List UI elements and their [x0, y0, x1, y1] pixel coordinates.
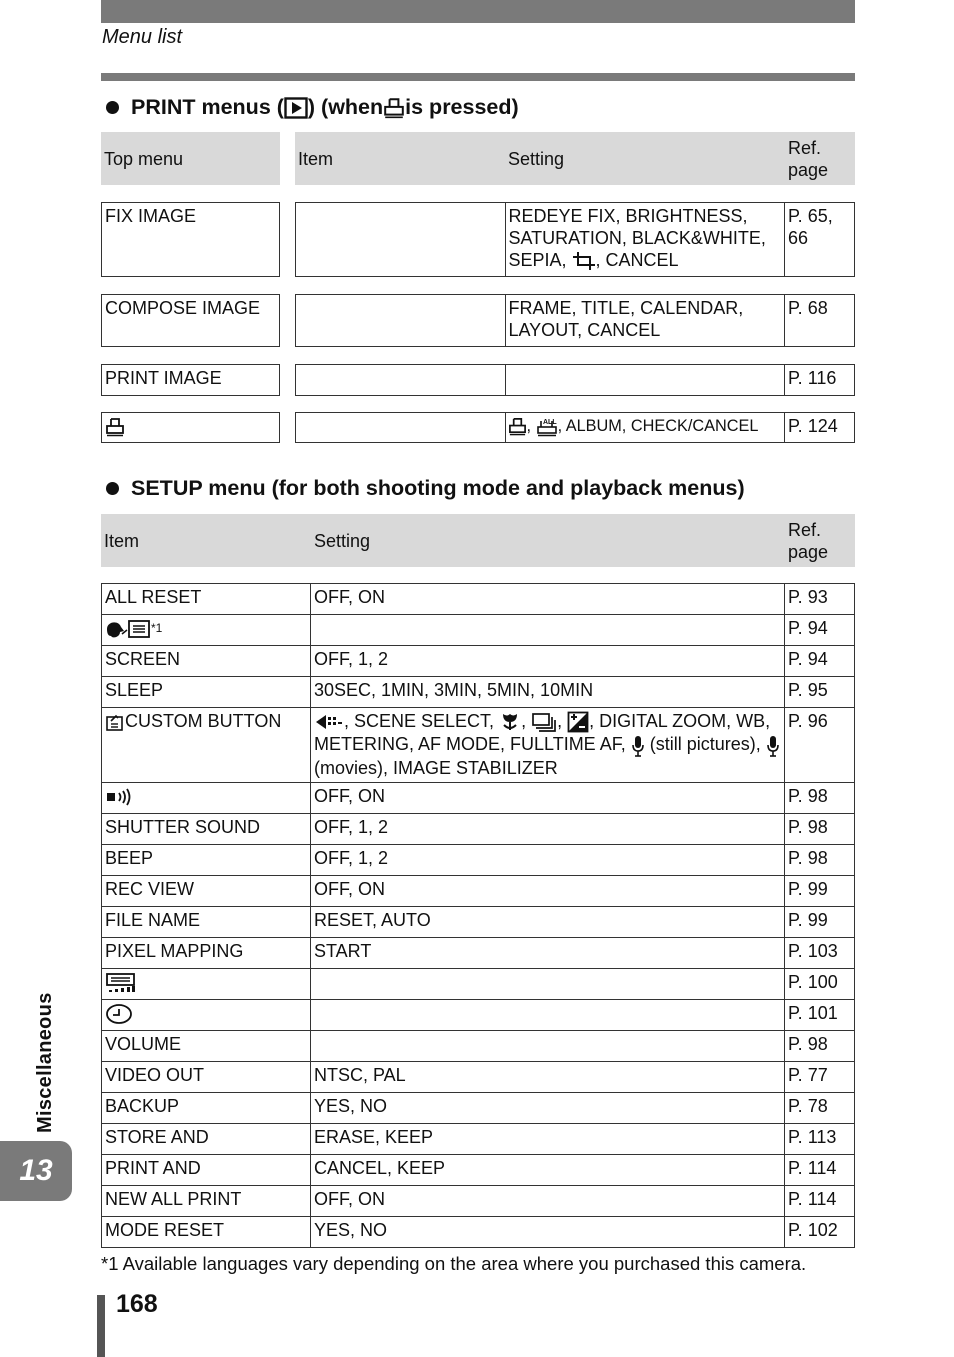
print-section-title: PRINT menus ( ) (when is pressed): [106, 95, 519, 120]
setup-row-item: [101, 999, 312, 1031]
page-number-bar: [97, 1295, 105, 1357]
setup-row-ref: P. 102: [784, 1216, 855, 1248]
col-header-setting: Setting: [505, 132, 785, 185]
setup-row-setting: OFF, ON: [310, 1185, 786, 1217]
bullet-icon: [106, 482, 119, 495]
setup-row-item: CUSTOM BUTTON: [101, 707, 312, 783]
setup-row-setting: START: [310, 937, 786, 969]
setup-row-item: SLEEP: [101, 676, 312, 708]
setup-row-ref: P. 114: [784, 1154, 855, 1186]
macro-icon: [499, 711, 521, 733]
print-icon: [508, 417, 527, 436]
setup-row-ref: P. 99: [784, 906, 855, 938]
col-header-item: Item: [295, 132, 505, 185]
setup-row-setting: 30SEC, 1MIN, 3MIN, 5MIN, 10MIN: [310, 676, 786, 708]
setup-row-setting: CANCEL, KEEP: [310, 1154, 786, 1186]
setup-row-item: ALL RESET: [101, 583, 312, 615]
col-header-item: Item: [101, 514, 311, 567]
setup-row-item: PIXEL MAPPING: [101, 937, 312, 969]
setup-section-title: SETUP menu (for both shooting mode and playback menus): [106, 476, 745, 501]
setup-row-ref: P. 114: [784, 1185, 855, 1217]
playback-icon: [284, 97, 308, 119]
setup-row-ref: P. 101: [784, 999, 855, 1031]
sound-icon: [105, 787, 133, 807]
setup-row-ref: P. 98: [784, 844, 855, 876]
setup-row-setting: YES, NO: [310, 1092, 786, 1124]
print-row-ref: P. 124: [784, 412, 855, 443]
setup-row-item: MODE RESET: [101, 1216, 312, 1248]
setup-row-setting: OFF, 1, 2: [310, 844, 786, 876]
footnote: *1 Available languages vary depending on the area where you purchased this camera.: [101, 1253, 807, 1274]
print-row-item: [295, 294, 506, 347]
setup-row-ref: P. 94: [784, 614, 855, 646]
monitor-brightness-icon: [105, 972, 137, 994]
setup-row-ref: P. 94: [784, 645, 855, 677]
print-row-item: [295, 412, 506, 443]
setup-row-setting: OFF, ON: [310, 782, 786, 814]
setup-row-setting: OFF, 1, 2: [310, 645, 786, 677]
setup-row-ref: P. 93: [784, 583, 855, 615]
setup-row-item: VIDEO OUT: [101, 1061, 312, 1093]
setup-row-item: VOLUME: [101, 1030, 312, 1062]
col-header-ref: Ref. page: [785, 132, 855, 185]
clock-icon: [105, 1003, 133, 1025]
setup-row-item: REC VIEW: [101, 875, 312, 907]
header-rule: [101, 73, 855, 81]
setup-row-item: FILE NAME: [101, 906, 312, 938]
microphone-icon: [766, 735, 780, 757]
setup-row-ref: P. 99: [784, 875, 855, 907]
header-bar: [101, 0, 855, 23]
print-row-top-menu: PRINT IMAGE: [101, 364, 280, 396]
setup-row-ref: P. 98: [784, 782, 855, 814]
setup-row-ref: P. 77: [784, 1061, 855, 1093]
print-row-top-menu: FIX IMAGE: [101, 202, 280, 277]
print-row-setting: FRAME, TITLE, CALENDAR, LAYOUT, CANCEL: [505, 294, 786, 347]
drive-icon: [531, 711, 557, 733]
setup-row-setting: NTSC, PAL: [310, 1061, 786, 1093]
side-label: Miscellaneous: [34, 992, 56, 1133]
setup-row-ref: P. 100: [784, 968, 855, 1000]
custom-button-icon: [105, 712, 125, 732]
svg-text:ALL: ALL: [542, 418, 557, 426]
setup-row-setting: [310, 614, 786, 646]
setup-row-item: BEEP: [101, 844, 312, 876]
setup-row-ref: P. 78: [784, 1092, 855, 1124]
microphone-icon: [631, 735, 645, 757]
language-icon: [105, 618, 151, 640]
setup-row-item: NEW ALL PRINT: [101, 1185, 312, 1217]
flash-mode-icon: [314, 712, 344, 732]
print-row-item: [295, 202, 506, 277]
setup-row-setting: [310, 968, 786, 1000]
col-header-ref: Ref. page: [785, 514, 855, 567]
bullet-icon: [106, 101, 119, 114]
setup-row-ref: P. 98: [784, 1030, 855, 1062]
print-all-icon: [536, 417, 558, 437]
print-row-ref: P. 65, 66: [784, 202, 855, 277]
setup-row-setting: OFF, ON: [310, 875, 786, 907]
setup-row-item: SCREEN: [101, 645, 312, 677]
setup-row-item: [101, 968, 312, 1000]
chapter-tab: 13: [0, 1141, 72, 1201]
setup-row-setting: OFF, ON: [310, 583, 786, 615]
setup-row-setting: YES, NO: [310, 1216, 786, 1248]
page-header-title: Menu list: [102, 26, 183, 48]
print-row-top-menu: COMPOSE IMAGE: [101, 294, 280, 347]
page-number: 168: [116, 1290, 158, 1318]
setup-row-ref: P. 103: [784, 937, 855, 969]
print-row-setting: REDEYE FIX, BRIGHTNESS, SATURATION, BLACK&WHITE, SEPIA, , CANCEL: [505, 202, 786, 277]
setup-row-setting: , SCENE SELECT, , , , DIGITAL ZOOM, WB, METERING, AF MODE, FULLTIME AF, (still pictures), (movies), IMAGE STABILIZER: [310, 707, 786, 783]
setup-row-setting: ERASE, KEEP: [310, 1123, 786, 1155]
crop-icon: [572, 251, 596, 271]
setup-row-item: [101, 782, 312, 814]
setup-row-item: *1: [101, 614, 312, 646]
col-header-setting: Setting: [311, 514, 785, 567]
col-header-top-menu: Top menu: [101, 132, 280, 185]
print-icon: [105, 417, 125, 437]
print-row-top-menu: [101, 412, 280, 443]
setup-row-item: STORE AND: [101, 1123, 312, 1155]
print-icon: [383, 97, 405, 119]
setup-row-item: PRINT AND: [101, 1154, 312, 1186]
print-row-item: [295, 364, 506, 396]
print-row-ref: P. 116: [784, 364, 855, 396]
setup-row-setting: [310, 999, 786, 1031]
print-row-ref: P. 68: [784, 294, 855, 347]
setup-row-setting: [310, 1030, 786, 1062]
setup-row-ref: P. 113: [784, 1123, 855, 1155]
print-row-setting: , ALL , ALBUM, CHECK/CANCEL: [505, 412, 786, 443]
setup-row-ref: P. 98: [784, 813, 855, 845]
setup-row-setting: RESET, AUTO: [310, 906, 786, 938]
setup-row-item: BACKUP: [101, 1092, 312, 1124]
setup-row-ref: P. 96: [784, 707, 855, 783]
setup-row-item: SHUTTER SOUND: [101, 813, 312, 845]
exposure-comp-icon: [567, 711, 589, 733]
setup-row-setting: OFF, 1, 2: [310, 813, 786, 845]
print-row-setting: [505, 364, 786, 396]
setup-row-ref: P. 95: [784, 676, 855, 708]
